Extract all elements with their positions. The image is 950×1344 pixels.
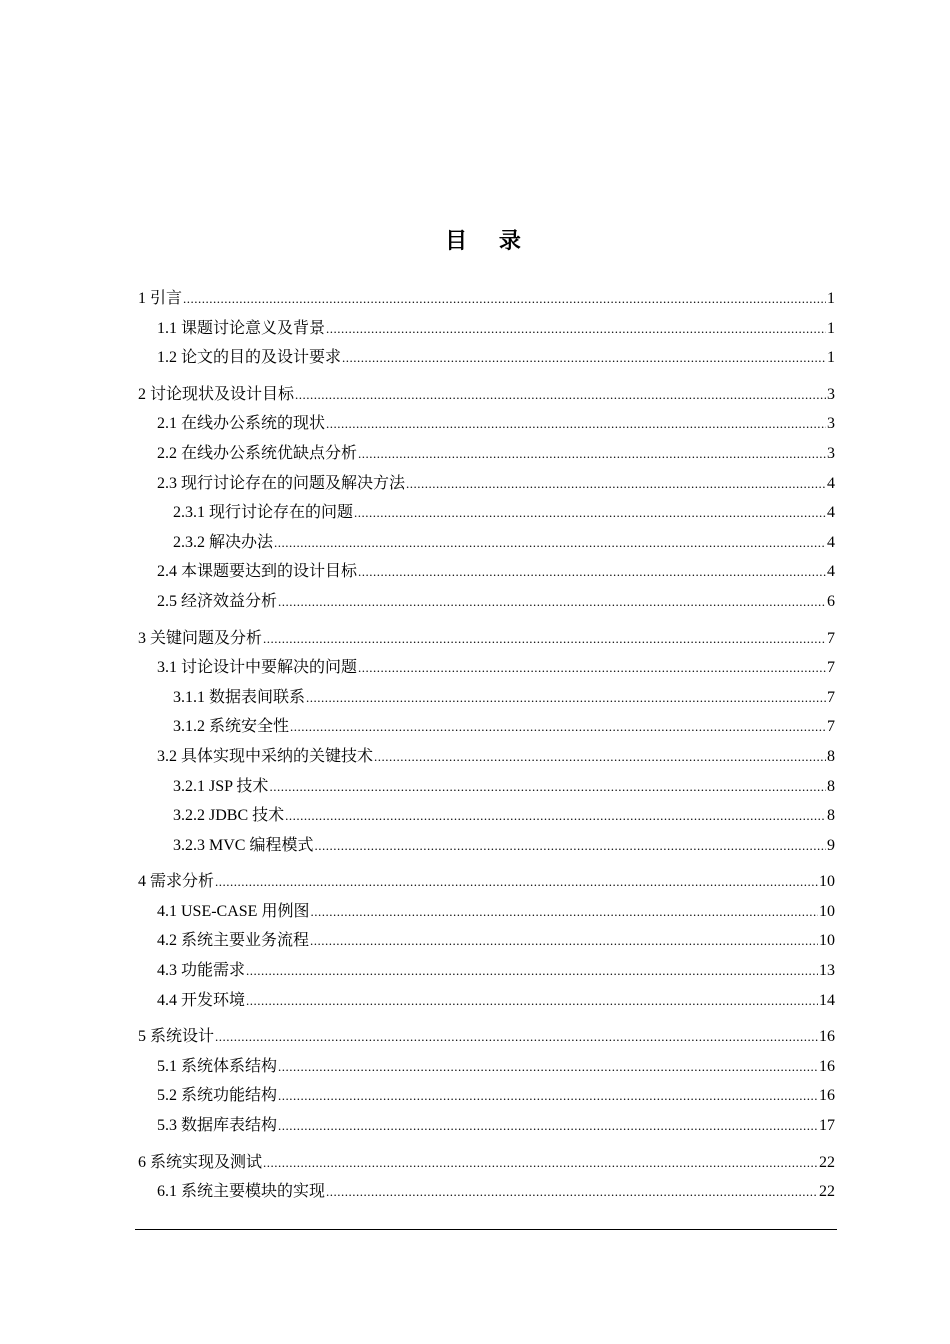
toc-entry[interactable] (138, 1177, 835, 1207)
leader-dots (358, 439, 826, 469)
toc-entry[interactable] (138, 867, 835, 897)
toc-entry-page: 14 (819, 991, 835, 1009)
toc-entry-label: 3.2.1 JSP 技术 (173, 777, 269, 795)
leader-dots (358, 557, 826, 587)
leader-dots (278, 1111, 818, 1141)
toc-entry-page: 10 (819, 902, 835, 920)
toc-entry-label: 3.1.1 数据表间联系 (173, 688, 306, 706)
toc-entry-page: 13 (819, 962, 835, 980)
toc-entry-page: 16 (819, 1087, 835, 1105)
toc-entry[interactable] (138, 986, 835, 1016)
leader-dots (215, 867, 818, 897)
toc-entry[interactable] (138, 469, 835, 499)
toc-entry-label: 1.1 课题讨论意义及背景 (157, 319, 326, 337)
leader-dots (326, 1177, 818, 1207)
toc-entry-page: 10 (819, 873, 835, 891)
toc-entry[interactable] (138, 1111, 835, 1141)
leader-dots (342, 343, 826, 373)
toc-entry-page: 9 (827, 836, 835, 854)
leader-dots (246, 986, 818, 1016)
leader-dots (278, 587, 826, 617)
leader-dots (310, 926, 818, 956)
table-of-contents (138, 284, 835, 1207)
toc-entry-page: 4 (827, 563, 835, 581)
leader-dots (285, 801, 826, 831)
toc-entry-page: 22 (819, 1153, 835, 1171)
toc-title: 目 录 (445, 229, 533, 254)
toc-entry-page: 16 (819, 1057, 835, 1075)
toc-entry-label: 3.2.2 JDBC 技术 (173, 807, 285, 825)
toc-entry-label: 2.2 在线办公系统优缺点分析 (157, 444, 358, 462)
toc-entry-page: 1 (827, 349, 835, 367)
toc-entry-page: 8 (827, 777, 835, 795)
leader-dots (274, 528, 826, 558)
toc-entry-page: 6 (827, 592, 835, 610)
toc-entry-label: 5 系统设计 (138, 1028, 215, 1046)
toc-entry-page: 8 (827, 747, 835, 765)
toc-entry[interactable] (138, 683, 835, 713)
toc-entry[interactable] (138, 343, 835, 373)
toc-entry-label: 2.5 经济效益分析 (157, 592, 278, 610)
toc-entry[interactable] (138, 284, 835, 314)
leader-dots (278, 1052, 818, 1082)
footer-rule (135, 1229, 837, 1230)
toc-entry[interactable] (138, 1081, 835, 1111)
toc-entry-label: 3.1.2 系统安全性 (173, 718, 290, 736)
toc-entry-label: 1.2 论文的目的及设计要求 (157, 349, 342, 367)
leader-dots (215, 1022, 818, 1052)
toc-entry[interactable] (138, 1148, 835, 1178)
toc-entry-label: 2.3.2 解决办法 (173, 533, 274, 551)
toc-entry-label: 2.3.1 现行讨论存在的问题 (173, 504, 354, 522)
toc-entry-label: 3.2.3 MVC 编程模式 (173, 836, 314, 854)
toc-entry-label: 2.3 现行讨论存在的问题及解决方法 (157, 474, 406, 492)
toc-entry-page: 7 (827, 688, 835, 706)
toc-entry[interactable] (138, 314, 835, 344)
toc-entry[interactable] (138, 409, 835, 439)
toc-entry-label: 4.3 功能需求 (157, 962, 246, 980)
toc-entry-label: 6.1 系统主要模块的实现 (157, 1183, 326, 1201)
toc-entry-page: 3 (827, 444, 835, 462)
toc-entry-label: 2.1 在线办公系统的现状 (157, 415, 326, 433)
toc-entry[interactable] (138, 624, 835, 654)
toc-entry[interactable] (138, 801, 835, 831)
toc-entry[interactable] (138, 1052, 835, 1082)
toc-entry-label: 4.1 USE-CASE 用例图 (157, 902, 310, 920)
toc-entry[interactable] (138, 587, 835, 617)
toc-entry-page: 7 (827, 659, 835, 677)
toc-entry[interactable] (138, 439, 835, 469)
leader-dots (358, 653, 826, 683)
toc-entry[interactable] (138, 742, 835, 772)
leader-dots (354, 498, 826, 528)
toc-entry-label: 3 关键问题及分析 (138, 629, 263, 647)
leader-dots (314, 831, 826, 861)
toc-entry[interactable] (138, 831, 835, 861)
toc-entry-page: 7 (827, 718, 835, 736)
leader-dots (183, 284, 826, 314)
toc-entry-page: 16 (819, 1028, 835, 1046)
toc-entry-label: 4 需求分析 (138, 873, 215, 891)
leader-dots (295, 380, 826, 410)
toc-entry[interactable] (138, 528, 835, 558)
toc-entry[interactable] (138, 653, 835, 683)
toc-entry-page: 22 (819, 1183, 835, 1201)
toc-entry-page: 8 (827, 807, 835, 825)
toc-entry-label: 2 讨论现状及设计目标 (138, 385, 295, 403)
toc-entry[interactable] (138, 772, 835, 802)
toc-entry[interactable] (138, 557, 835, 587)
leader-dots (310, 897, 818, 927)
leader-dots (263, 1148, 818, 1178)
leader-dots (406, 469, 826, 499)
leader-dots (326, 314, 826, 344)
leader-dots (269, 772, 826, 802)
toc-entry-page: 4 (827, 533, 835, 551)
toc-entry-page: 4 (827, 474, 835, 492)
leader-dots (246, 956, 818, 986)
leader-dots (278, 1081, 818, 1111)
toc-entry-page: 1 (827, 290, 835, 307)
toc-entry[interactable] (138, 956, 835, 986)
toc-entry-label: 1 引言 (138, 290, 183, 307)
toc-entry[interactable] (138, 1022, 835, 1052)
toc-entry-label: 6 系统实现及测试 (138, 1153, 263, 1171)
toc-entry-label: 5.3 数据库表结构 (157, 1117, 278, 1135)
toc-entry-label: 4.4 开发环境 (157, 991, 246, 1009)
toc-entry[interactable] (138, 498, 835, 528)
toc-entry[interactable] (138, 380, 835, 410)
toc-entry[interactable] (138, 926, 835, 956)
leader-dots (374, 742, 826, 772)
toc-entry-label: 3.1 讨论设计中要解决的问题 (157, 659, 358, 677)
toc-entry-page: 17 (819, 1117, 835, 1135)
toc-entry-label: 4.2 系统主要业务流程 (157, 932, 310, 950)
leader-dots (306, 683, 826, 713)
toc-entry-label: 5.1 系统体系结构 (157, 1057, 278, 1075)
toc-entry-page: 7 (827, 629, 835, 647)
toc-entry[interactable] (138, 712, 835, 742)
toc-entry-label: 5.2 系统功能结构 (157, 1087, 278, 1105)
toc-entry-page: 4 (827, 504, 835, 522)
leader-dots (326, 409, 826, 439)
toc-entry[interactable] (138, 897, 835, 927)
leader-dots (263, 624, 826, 654)
toc-entry-page: 10 (819, 932, 835, 950)
toc-entry-page: 3 (827, 415, 835, 433)
toc-entry-page: 3 (827, 385, 835, 403)
leader-dots (290, 712, 826, 742)
toc-entry-label: 3.2 具体实现中采纳的关键技术 (157, 747, 374, 765)
toc-entry-label: 2.4 本课题要达到的设计目标 (157, 563, 358, 581)
toc-entry-page: 1 (827, 319, 835, 337)
